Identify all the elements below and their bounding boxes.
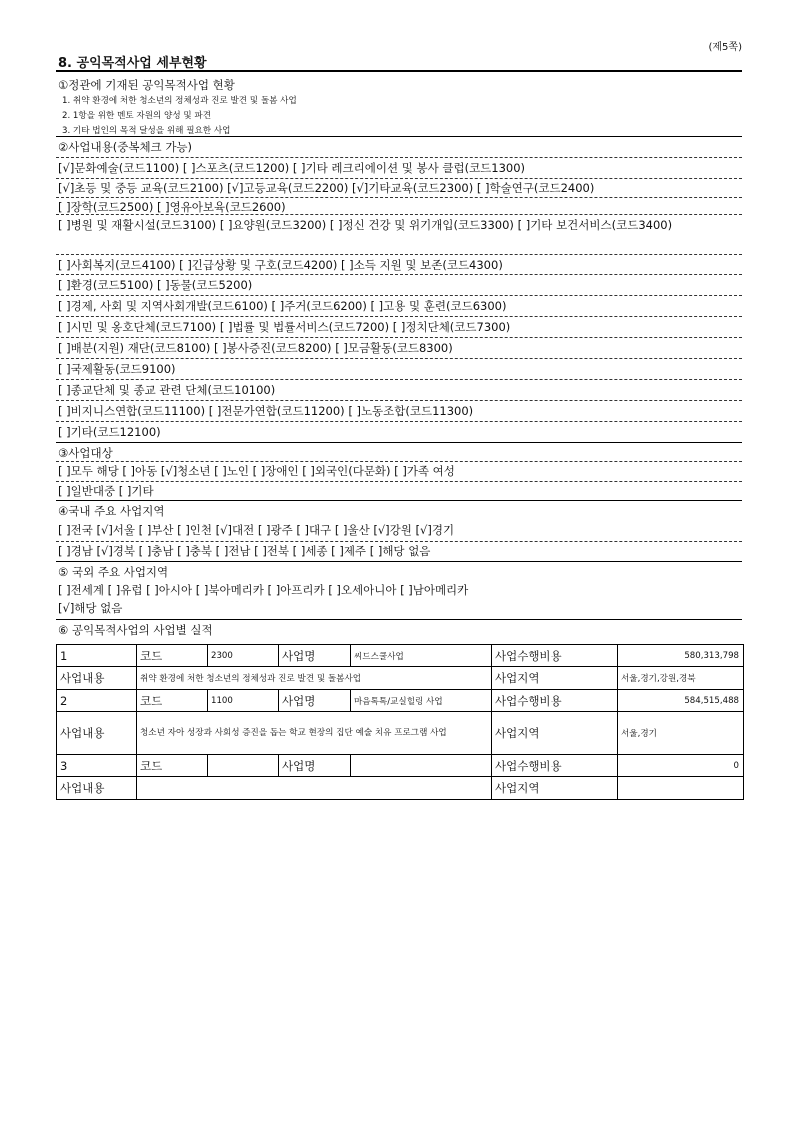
content-line: [ ]배분(지원) 재단(코드8100) [ ]봉사증진(코드8200) [ ]모금활동(코드8300) [58,341,453,355]
region-label: 사업지역 [492,712,618,755]
content-value: 청소년 자아 성장과 사회성 증진을 돕는 학교 현장의 집단 예술 치유 프로그램 사업 [137,712,492,755]
name-label: 사업명 [279,755,351,777]
divider [56,461,742,462]
domestic-line: [ ]전국 [√]서울 [ ]부산 [ ]인천 [√]대전 [ ]광주 [ ]대구 [ ]울산 [√]강원 [√]경기 [58,523,455,537]
row-number: 2 [57,690,137,712]
domestic-heading: ④국내 주요 사업지역 [58,504,165,518]
content-line: [ ]국제활동(코드9100) [58,362,176,376]
cost-value: 584,515,488 [618,690,744,712]
content-label: 사업내용 [57,667,137,690]
divider [56,421,742,422]
cost-label: 사업수행비용 [492,645,618,667]
content-line: [ ]종교단체 및 종교 관련 단체(코드10100) [58,383,276,397]
code-value: 2300 [208,645,279,667]
row-number: 1 [57,645,137,667]
divider [56,358,742,359]
content-line: [ ]시민 및 옹호단체(코드7100) [ ]법률 및 법률서비스(코드7200) [ ]정치단체(코드7300) [58,320,511,334]
table-row [57,645,744,667]
divider [56,400,742,401]
name-value: 마음톡톡/교실힐링 사업 [351,690,492,712]
code-label: 코드 [137,690,208,712]
content-line: [ ]사회복지(코드4100) [ ]긴급상황 및 구호(코드4200) [ ]소득 지원 및 보존(코드4300) [58,258,503,272]
purpose-item: 3. 기타 법인의 목적 달성을 위해 필요한 사업 [62,126,231,136]
divider [56,619,742,620]
name-value [351,755,492,777]
divider [56,214,742,215]
code-value: 1100 [208,690,279,712]
region-value: 서울,경기,강원,경북 [618,667,744,690]
region-value [618,777,744,800]
overseas-line: [ ]전세계 [ ]유럽 [ ]아시아 [ ]북아메리카 [ ]아프리카 [ ]오세아니아 [ ]남아메리카 [58,583,469,597]
divider [56,541,742,542]
divider [56,481,742,482]
divider [56,442,742,443]
divider [56,136,742,137]
content-line: [√]초등 및 중등 교육(코드2100) [√]고등교육(코드2200) [√]기타교육(코드2300) [ ]학술연구(코드2400) [58,181,595,195]
section-title: 8. 공익목적사업 세부현황 [58,56,207,71]
divider [56,316,742,317]
divider [56,295,742,296]
performance-heading: ⑥ 공익목적사업의 사업별 실적 [58,623,213,637]
table-row [57,712,744,755]
performance-table [56,644,744,800]
region-label: 사업지역 [492,777,618,800]
purpose-item: 2. 1항을 위한 멘토 자원의 양성 및 파견 [62,111,212,121]
cost-value: 0 [618,755,744,777]
target-heading: ③사업대상 [58,446,113,460]
divider [56,197,742,198]
content-line: [ ]비지니스연합(코드11100) [ ]전문가연합(코드11200) [ ]노동조합(코드11300) [58,404,474,418]
name-label: 사업명 [279,690,351,712]
divider [56,157,742,158]
cost-value: 580,313,798 [618,645,744,667]
target-line: [ ]일반대중 [ ]기타 [58,484,154,498]
content-value [137,777,492,800]
content-label: 사업내용 [57,712,137,755]
overseas-heading: ⑤ 국외 주요 사업지역 [58,565,169,579]
target-line: [ ]모두 해당 [ ]아동 [√]청소년 [ ]노인 [ ]장애인 [ ]외국인(다문화) [ ]가족 여성 [58,464,455,478]
name-value: 씨드스쿨사업 [351,645,492,667]
purpose-heading: ①정관에 기재된 공익목적사업 현황 [58,78,235,92]
content-line: [ ]환경(코드5100) [ ]동물(코드5200) [58,278,253,292]
content-line: [ ]경제, 사회 및 지역사회개발(코드6100) [ ]주거(코드6200) [ ]고용 및 훈련(코드6300) [58,299,507,313]
table-row [57,777,744,800]
divider [56,274,742,275]
content-heading: ②사업내용(중복체크 가능) [58,140,193,154]
page-number: (제5쪽) [708,42,742,53]
overseas-line: [√]해당 없음 [58,601,123,615]
divider [56,178,742,179]
content-line: [ ]장학(코드2500) [ ]영유아보육(코드2600) [58,200,286,214]
table-row [57,755,744,777]
content-line: [√]문화예술(코드1100) [ ]스포츠(코드1200) [ ]기타 레크리에이션 및 봉사 클럽(코드1300) [58,161,526,175]
code-label: 코드 [137,645,208,667]
cost-label: 사업수행비용 [492,690,618,712]
divider [56,379,742,380]
purpose-item: 1. 취약 환경에 처한 청소년의 정체성과 진로 발견 및 돌봄 사업 [62,96,297,106]
divider [56,254,742,255]
code-label: 코드 [137,755,208,777]
code-value [208,755,279,777]
table-row [57,667,744,690]
content-value: 취약 환경에 처한 청소년의 정체성과 진로 발견 및 돌봄사업 [137,667,492,690]
content-line: [ ]기타(코드12100) [58,425,161,439]
region-label: 사업지역 [492,667,618,690]
divider [56,500,742,501]
content-label: 사업내용 [57,777,137,800]
divider [56,337,742,338]
content-line: [ ]병원 및 재활시설(코드3100) [ ]요양원(코드3200) [ ]정신 건강 및 위기개입(코드3300) [ ]기타 보건서비스(코드3400) [58,218,673,232]
name-label: 사업명 [279,645,351,667]
divider [56,561,742,562]
table-row [57,690,744,712]
region-value: 서울,경기 [618,712,744,755]
cost-label: 사업수행비용 [492,755,618,777]
row-number: 3 [57,755,137,777]
divider [56,70,742,72]
domestic-line: [ ]경남 [√]경북 [ ]충남 [ ]충북 [ ]전남 [ ]전북 [ ]세종 [ ]제주 [ ]해당 없음 [58,544,431,558]
